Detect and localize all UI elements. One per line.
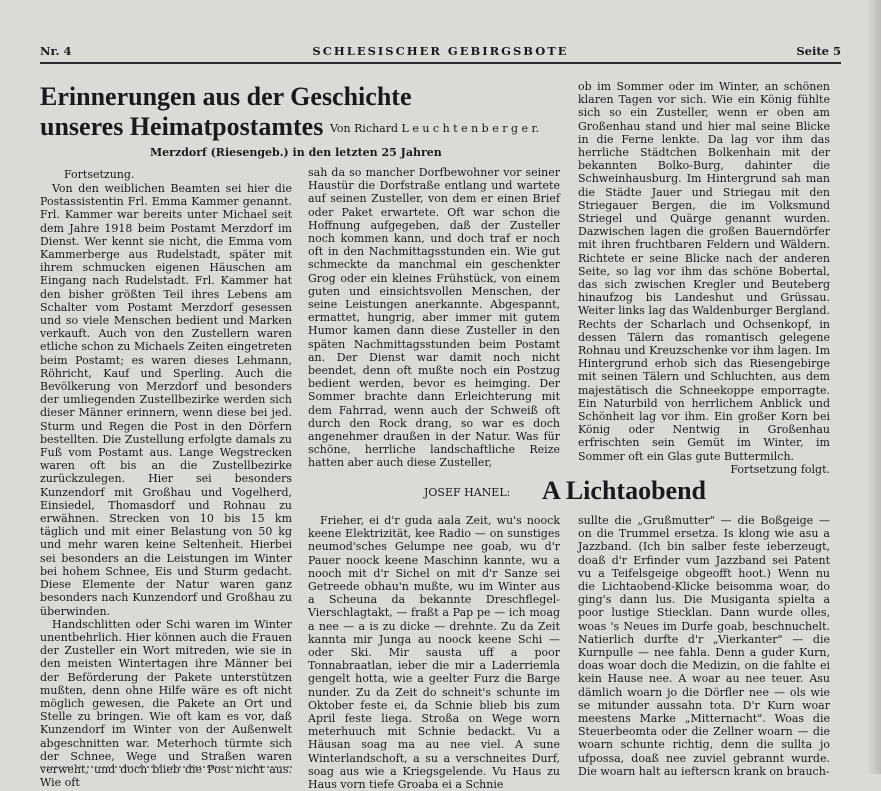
article1-paragraph: Handschlitten oder Schi waren im Winter unentbehrlich. Hier können auch die Frauen der Zusteller ein Wort mitreden, wie sie in den meisten Wintertagen ihre Männer bei der Beförderung der Pakete unterstützen mußten, denn ohne Hilfe wäre es oft nicht möglich gewesen, die Pakete an Ort und Stelle zu bringen. Wie oft kam es vor, daß Kunzendorf im Winter von der Außenwelt abgeschnitten war. Meterhoch türmte sich der Schnee, Wege und Straßen waren verweht, und doch blieb die Post nicht aus. Wie oft <box>40 617 292 790</box>
article2-author: JOSEF HANEL: <box>424 486 511 499</box>
column-footer-rule <box>40 766 292 768</box>
article2-title: A Lichtaobend <box>542 476 706 505</box>
article2-column1 <box>308 514 560 791</box>
continuation-label: Fortsetzung. <box>64 168 135 181</box>
article2-column2 <box>578 514 830 778</box>
article-dateline: Merzdorf (Riesengeb.) in den letzten 25 Jahren <box>150 146 442 159</box>
article1-paragraph: Von den weiblichen Beamten sei hier die Postassistentin Frl. Emma Kammer genannt. Frl. Kammer war bereits unter Michael seit dem Jahre 1918 beim Postamt Merzdorf im Dienst. Wer kennt sie nicht, die Emma vom Kammerberge aus Rudelstadt, später mit ihrem schmucken eigenen Häuschen am Eingang nach Rudelstadt. Frl. Kammer hat den bisher größten Teil ihres Lebens am Schalter vom Postamt Merzdorf gesessen und so viele Menschen bedient und Marken verkauft. Auch von den Zustellern waren etliche schon zu Michaels Zeiten eingetreten beim Postamt; es waren dieses Lehmann, Röhricht, Kauf und Sperling. Auch die Bevölkerung von Merzdorf und besonders der umliegenden Zustellbezirke werden sich dieser Männer erinnern, wenn diese bei jed. Sturm und Regen die Post in den Dörfern bestellten. Die Zustellung erfolgte damals zu Fuß vom Postamt aus. Lange Wegstrecken waren oft bis an die Zustellbezirke zurückzulegen. Hier sei besonders Kunzendorf mit Großhau und Vogelherd, Einsiedel, Thomasdorf und Rohnau zu erwähnen. Strecken von 10 bis 15 km täglich und mit einer Belastung von 50 kg und mehr waren keine Seltenheit. Hierbei sei besonders an die Leistungen im Winter bei hohem Schnee, Eis und Sturm gedacht. Diese Elemente der Natur waren ganz besonders nach Kunzendorf und Großhau zu überwinden. <box>40 182 292 618</box>
article-byline: Von Richard L e u c h t e n b e r g e r. <box>330 122 540 135</box>
article1-column1 <box>40 182 292 790</box>
article2-paragraph: Frieher, ei d'r guda aala Zeit, wu's noock keene Elektrizität, kee Radio — on sunstiges neumod'sches Gelumpe nee goab, wu d'r Pauer noock keene Maschinn kannte, wu a nooch mit d'r Sichel on mit d'r Sanze sei Getreede obhau'n mußte, wu im Winter aus a Scheuna da bekannte Dreschflegel-Vierschlagtakt, — fraßt a Pap pe — ich moag a nee — a is zu dicke — drehnte. Zu da Zeit kannta mir Junga au noock keene Schi — oder Ski. Mir sausta uff a poor Tonnabraatlan, ieber die mir a Laderriemla gengelt hotta, wie a geelter Furz die Barge nunder. Zu da Zeit do schneit's schunte im Oktober feste ei, da Schnie blieb bis zum April feste liega. Stroßa on Wege worn meterhuuch mit Schnie bedackt. Vu a Häusan soag ma au nee viel. A sune Winterlandschoft, a su a verschneites Durf, soag aus wie a Kriegsgelende. Vu Haus zu Haus vorn tiefe Groaba ei a Schnie <box>308 514 560 791</box>
page-edge-shadow <box>867 0 881 774</box>
page-number: Seite 5 <box>796 44 841 58</box>
article1-column3 <box>578 80 830 476</box>
article-title-line1: Erinnerungen aus der Geschichte <box>40 82 412 111</box>
header-rule <box>40 62 841 64</box>
article2-paragraph: sullte die „Grußmutter" — die Boßgeige — on die Trummel ersetza. Is klong wie asu a Jazzband. (Ich bin salber feste ieberzeugt, doaß d'r Erfinder vum Jazzband sei Patent vu a Teifelsgeige obgeofft hoot.) Wenn nu die Lichtaobend-Klicke beisomma woar, do ging's dann lus. Die Musiganta spielta a poor lustige Stiecklan. Dann wurde olles, woas 's Neues im Durfe goab, beschnuchelt. Natierlich durfte d'r „Vierkanter" — die Kurnpulle — nee fahla. Denn a guder Kurn, doas woar doch die Medizin, on die fahlte ei kein Hause nee. A woar au nee teuer. Asu dämlich woarn jo die Dörfler nee — ols wie se mitunder aussahn tota. D'r Kurn woar meestens Marke „Mitternacht". Woas die Steuerbeomta oder die Zellner woarn — die woarn schunte richtig, denn die sullta jo ufpossa, doaß nee zuviel gebrannt wurde. Die woarn halt au iefterscn krank on brauch- <box>578 514 830 778</box>
article-title-line2: unseres Heimatpostamtes <box>40 112 324 141</box>
page-header <box>40 40 841 60</box>
article1-column2 <box>308 166 560 470</box>
article1-paragraph: ob im Sommer oder im Winter, an schönen klaren Tagen vor sich. Wie ein König fühlte sich so ein Zusteller, wenn er oben am Großenhau stand und hier mal seine Blicke in die Ferne lenkte. Da lag vor ihm das herrliche Städtchen Bolkenhain mit der bekannten Bolko-Burg, dahinter die Schweinhausburg. Im Hintergrund sah man die Städte Jauer und Striegau mit den Striegauer Bergen, die im Volksmund Striegel und Quärge genannt wurden. Dazwischen lagen die großen Bauerndörfer mit ihren fruchtbaren Feldern und Wäldern. Richtete er seine Blicke nach der anderen Seite, so lag vor ihm das schöne Bobertal, das sich zwischen Kregler und Beuteberg hinaufzog bis Landeshut und Grüssau. Weiter links lag das Waldenburger Bergland. Rechts der Scharlach und Ochsenkopf, in dessen Tälern das romantisch gelegene Rohnau und Kreuzschenke vor ihm lagen. Im Hintergrund erhob sich das Riesengebirge mit seinen Tälern und Schluchten, aus dem majestätisch die Schneekoppe emporragte. Ein Naturbild von herrlichem Anblick und Schönheit lag vor ihm. Ein großer Korn bei König oder Nentwig in Großenhau erfrischten sein Gemüt im Winter, im Sommer oft ein Glas gute Buttermilch. <box>578 80 830 463</box>
article1-paragraph: sah da so mancher Dorfbewohner vor seiner Haustür die Dorfstraße entlang und wartete auf seinen Zusteller, von dem er einen Brief oder Paket erwartete. Oft war schon die Hoffnung aufgegeben, daß der Zusteller noch kommen kann, und doch traf er noch oft in den Nachmittagsstunden ein. Wie gut schmeckte da manchmal ein geschenkter Grog oder ein kleines Frühstück, von einem guten und einsichtsvollen Menschen, der seine Leistungen anerkannte. Abgespannt, ermattet, hungrig, aber immer mit gutem Humor kamen dann diese Zusteller in den späten Nachmittagsstunden beim Postamt an. Der Dienst war damit noch nicht beendet, denn oft mußte noch ein Postzug bedient werden, bevor es heimging. Der Sommer brachte dann Erleichterung mit dem Fahrrad, wenn auch der Schweiß oft durch den Rock drang, so war es doch angenehmer draußen in der Natur. Was für schöne, herrliche landschaftliche Reize hatten aber auch diese Zusteller, <box>308 166 560 470</box>
journal-title: SCHLESISCHER GEBIRGSBOTE <box>312 44 569 58</box>
to-be-continued: Fortsetzung folgt. <box>730 462 830 476</box>
issue-number: Nr. 4 <box>40 44 72 58</box>
